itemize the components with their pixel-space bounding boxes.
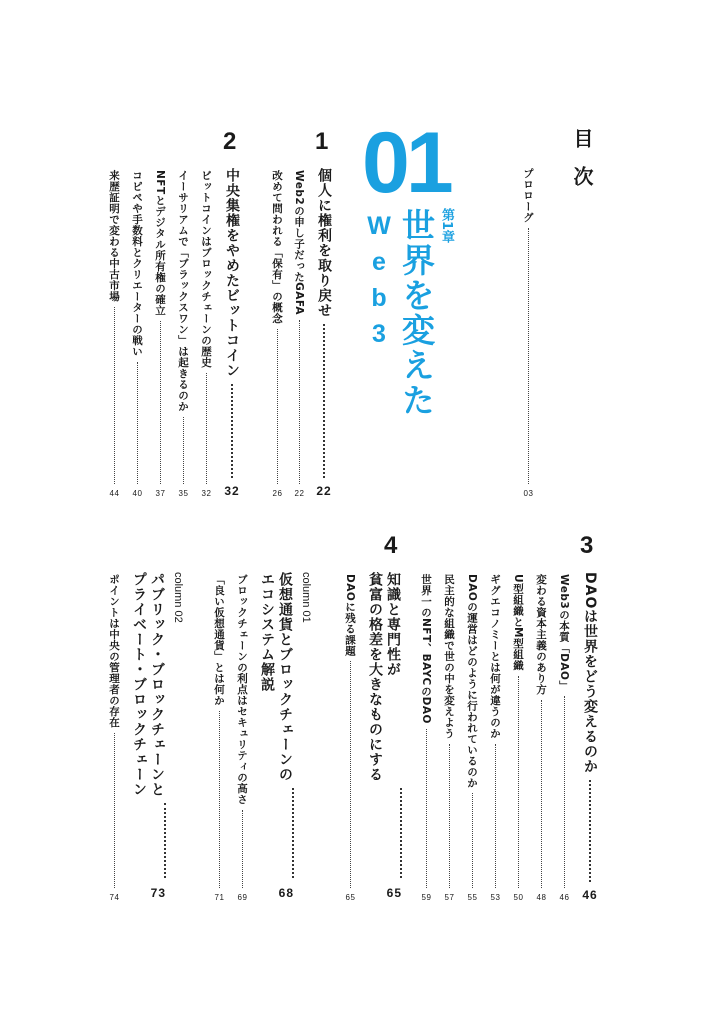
toc-item[interactable]: [199, 170, 214, 498]
toc-item-label: DAOの運営はどのように行われているのか: [466, 574, 478, 789]
column-01-title-line2: エコシステム解説: [259, 572, 275, 692]
column-02-entry[interactable]: [130, 572, 166, 902]
column-02-title-line2: プライベート・ブロックチェーン: [131, 572, 147, 797]
section-3-entry[interactable]: [580, 572, 600, 902]
section-4-title-line2: 貧富の格差を大きなものにする: [367, 572, 383, 782]
toc-item[interactable]: [212, 574, 227, 902]
page-number: 46: [559, 893, 570, 902]
dot-leader: [472, 793, 473, 888]
toc-item-label: ビットコインはブロックチェーンの歴史: [200, 170, 212, 368]
section-3-title: DAOは世界をどう変えるのか: [582, 572, 598, 775]
column-01-title-line1: 仮想通貨とブロックチェーンの: [277, 572, 293, 782]
section-number-2: 2: [223, 128, 237, 155]
toc-item[interactable]: [343, 574, 358, 902]
toc-item[interactable]: [511, 574, 526, 902]
toc-item-label: 世界一のNFT、BAYCのDAO: [420, 574, 432, 724]
dot-leader: [114, 733, 115, 888]
dot-leader: [242, 810, 243, 888]
toc-item-label: U型組織とM型組織: [512, 574, 524, 671]
dot-leader: [231, 384, 233, 478]
toc-item-label: 来歴証明で変わる中古市場: [108, 170, 120, 302]
section-4-title-line1: 知識と専門性が: [385, 572, 401, 677]
toc-item[interactable]: [153, 170, 168, 498]
column-01-title: [258, 572, 294, 782]
page-number: 32: [201, 489, 212, 498]
toc-item-label: Web3の本質「DAO」: [558, 574, 570, 692]
dot-leader: [114, 307, 115, 484]
toc-item[interactable]: [488, 574, 503, 902]
toc-item[interactable]: [107, 170, 122, 498]
dot-leader: [518, 676, 519, 888]
page-number: 35: [178, 489, 189, 498]
dot-leader: [449, 744, 450, 888]
chapter-number: 01: [362, 115, 450, 211]
column-02-title-line1: パブリック・ブロックチェーンと: [149, 572, 165, 797]
dot-leader: [495, 744, 496, 888]
dot-leader: [277, 329, 278, 484]
page-number: 22: [294, 489, 305, 498]
section-4-title: [366, 572, 402, 782]
page-number: 53: [490, 893, 501, 902]
toc-title: 目次: [570, 128, 594, 204]
column-01-entry[interactable]: [258, 572, 294, 902]
toc-item-label: ギグエコノミーとは何が違うのか: [489, 574, 501, 739]
dot-leader: [160, 321, 161, 484]
page-number: 68: [278, 886, 294, 900]
dot-leader: [350, 661, 351, 888]
page-number: 50: [513, 893, 524, 902]
toc-item-label: 改めて問われる「保有」の概念: [271, 170, 283, 324]
page-number: 48: [536, 893, 547, 902]
column-02-title: [130, 572, 166, 797]
page-number: 26: [272, 489, 283, 498]
column-02-label: column 02: [172, 572, 184, 623]
dot-leader: [183, 417, 184, 484]
page-number: 03: [523, 489, 534, 498]
section-number-3: 3: [580, 532, 594, 559]
page-number: 22: [316, 484, 332, 498]
dot-leader: [137, 362, 138, 484]
dot-leader: [528, 228, 529, 484]
section-2-entry[interactable]: [222, 168, 242, 498]
chapter-subtitle: Web3: [365, 212, 393, 356]
section-number-4: 4: [384, 532, 398, 559]
toc-item-label: イーサリアムで「ブラックスワン」は起きるのか: [177, 170, 189, 412]
dot-leader: [206, 373, 207, 484]
page-number: 55: [467, 893, 478, 902]
section-number-1: 1: [315, 128, 329, 155]
toc-item[interactable]: [107, 574, 122, 902]
prologue-label: プロローグ: [522, 168, 534, 223]
toc-item[interactable]: [534, 574, 549, 902]
toc-item[interactable]: [465, 574, 480, 902]
page-number: 59: [421, 893, 432, 902]
chapter-label: 第1章: [439, 208, 454, 244]
toc-item-label: NFTとデジタル所有権の確立: [154, 170, 166, 316]
page-number: 32: [224, 484, 240, 498]
page-number: 74: [109, 893, 120, 902]
toc-item-label: コピペや手数料とクリエーターの戦い: [131, 170, 143, 357]
chapter-title: 世界を変えた: [397, 208, 436, 418]
section-2-title: 中央集権をやめたビットコイン: [224, 168, 240, 378]
page-number: 57: [444, 893, 455, 902]
toc-item[interactable]: [130, 170, 145, 498]
dot-leader: [219, 711, 220, 888]
toc-item[interactable]: [176, 170, 191, 498]
dot-leader: [292, 788, 294, 878]
section-1-title: 個人に権利を取り戻せ: [316, 168, 332, 318]
page-number: 40: [132, 489, 143, 498]
toc-item-label: DAOに残る課題: [344, 574, 356, 657]
toc-item-label: 「良い仮想通貨」とは何か: [213, 574, 225, 706]
toc-item-label: ポイントは中央の管理者の存在: [108, 574, 120, 728]
toc-item-label: 民主的な組織で世の中を変えよう: [443, 574, 455, 739]
toc-item-label: 変わる資本主義のあり方: [535, 574, 547, 695]
toc-item-label: Web2の申し子だったGAFA: [293, 170, 305, 315]
column-01-label: column 01: [300, 572, 312, 623]
dot-leader: [564, 696, 565, 888]
toc-item[interactable]: [442, 574, 457, 902]
dot-leader: [426, 729, 427, 888]
page-number: 69: [237, 893, 248, 902]
dot-leader: [299, 320, 300, 484]
section-1-entry[interactable]: [314, 168, 334, 498]
page-number: 46: [582, 888, 598, 902]
page-number: 65: [345, 893, 356, 902]
dot-leader: [164, 803, 166, 878]
page-number: 73: [150, 886, 166, 900]
toc-item-label: ブロックチェーンの利点はセキュリティの高さ: [236, 574, 248, 805]
toc-item[interactable]: [270, 170, 285, 498]
toc-item[interactable]: [292, 170, 307, 498]
page-number: 37: [155, 489, 166, 498]
section-4-entry[interactable]: [366, 572, 402, 902]
page-number: 71: [214, 893, 225, 902]
dot-leader: [323, 324, 325, 478]
toc-item[interactable]: [235, 574, 250, 902]
page-number: 65: [386, 886, 402, 900]
prologue-entry[interactable]: [521, 168, 536, 498]
dot-leader: [589, 780, 591, 882]
page-number: 44: [109, 489, 120, 498]
dot-leader: [400, 788, 402, 878]
toc-item[interactable]: [419, 574, 434, 902]
dot-leader: [541, 700, 542, 888]
toc-item[interactable]: [557, 574, 572, 902]
